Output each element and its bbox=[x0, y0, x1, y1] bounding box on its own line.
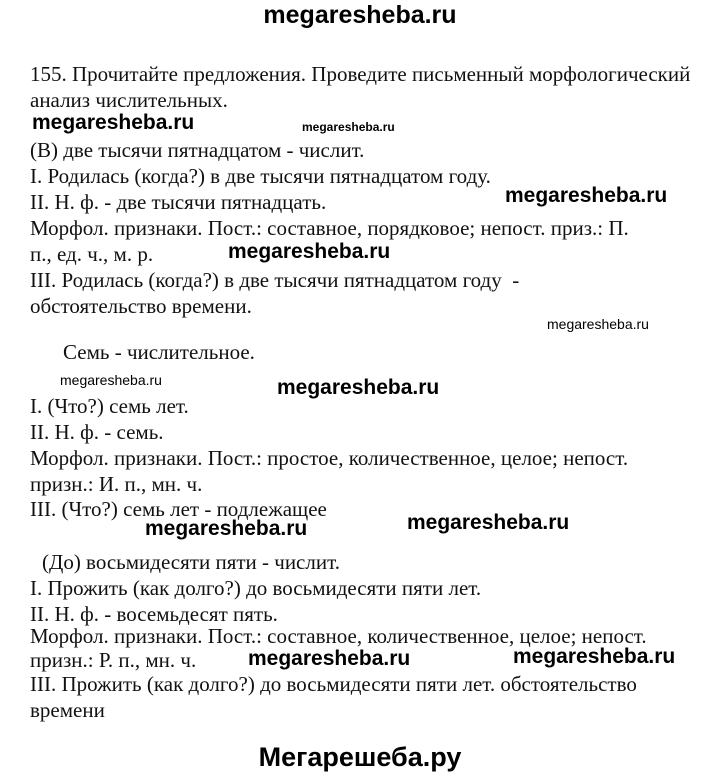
task-line-2: анализ числительных. bbox=[30, 88, 228, 112]
watermark-bold-right-2: megaresheba.ru bbox=[407, 511, 570, 534]
watermark-light-right: megaresheba.ru bbox=[547, 316, 649, 332]
footer-logo: Мегарешеба.ру bbox=[258, 742, 462, 772]
analysis3-line-1: (До) восьмидесяти пяти - числит. bbox=[42, 550, 340, 574]
analysis1-line-1: (В) две тысячи пятнадцатом - числит. bbox=[30, 138, 365, 162]
watermark-bold-center-4: megaresheba.ru bbox=[248, 647, 411, 670]
watermark-bold-center-1: megaresheba.ru bbox=[228, 240, 391, 263]
task-line-1: 155. Прочитайте предложения. Проведите письменный морфологический bbox=[30, 62, 691, 86]
analysis3-line-4: Морфол. признаки. Пост.: составное, количественное, целое; непост. bbox=[30, 624, 647, 648]
analysis2-line-5: призн.: И. п., мн. ч. bbox=[30, 472, 203, 496]
watermark-bold-right-3: megaresheba.ru bbox=[513, 645, 676, 668]
watermark-bold-center-3: megaresheba.ru bbox=[145, 517, 308, 540]
analysis2-line-4: Морфол. признаки. Пост.: простое, количественное, целое; непост. bbox=[30, 446, 629, 470]
analysis3-line-5: призн.: Р. п., мн. ч. bbox=[30, 648, 197, 672]
watermark-bold-right-1: megaresheba.ru bbox=[505, 184, 668, 207]
analysis2-line-3: II. Н. ф. - семь. bbox=[30, 420, 164, 444]
analysis3-line-7: времени bbox=[30, 698, 105, 722]
analysis1-line-2: I. Родилась (когда?) в две тысячи пятнадцатом году. bbox=[30, 164, 491, 188]
analysis2-line-2: I. (Что?) семь лет. bbox=[30, 394, 189, 418]
watermark-bold-left: megaresheba.ru bbox=[32, 111, 195, 134]
analysis1-line-6: III. Родилась (когда?) в две тысячи пятнадцатом году - bbox=[30, 268, 520, 292]
watermark-light-left: megaresheba.ru bbox=[60, 372, 162, 388]
analysis1-line-4: Морфол. признаки. Пост.: составное, порядковое; непост. приз.: П. bbox=[30, 216, 629, 240]
analysis1-line-5: п., ед. ч., м. р. bbox=[30, 242, 154, 266]
analysis1-line-3: II. Н. ф. - две тысячи пятнадцать. bbox=[30, 190, 327, 214]
analysis3-line-6: III. Прожить (как долго?) до восьмидесяти пяти лет. обстоятельство bbox=[30, 672, 637, 696]
analysis3-line-2: I. Прожить (как долго?) до восьмидесяти пяти лет. bbox=[30, 576, 482, 600]
header-watermark: megaresheba.ru bbox=[263, 1, 457, 29]
analysis2-line-6: III. (Что?) семь лет - подлежащее bbox=[30, 497, 327, 521]
analysis2-line-1: Семь - числительное. bbox=[63, 340, 255, 364]
watermark-bold-center-2: megaresheba.ru bbox=[277, 376, 440, 399]
watermark-small-center: megaresheba.ru bbox=[302, 120, 395, 134]
analysis3-line-3: II. Н. ф. - восемьдесят пять. bbox=[30, 602, 278, 626]
analysis1-line-7: обстоятельство времени. bbox=[30, 294, 252, 318]
